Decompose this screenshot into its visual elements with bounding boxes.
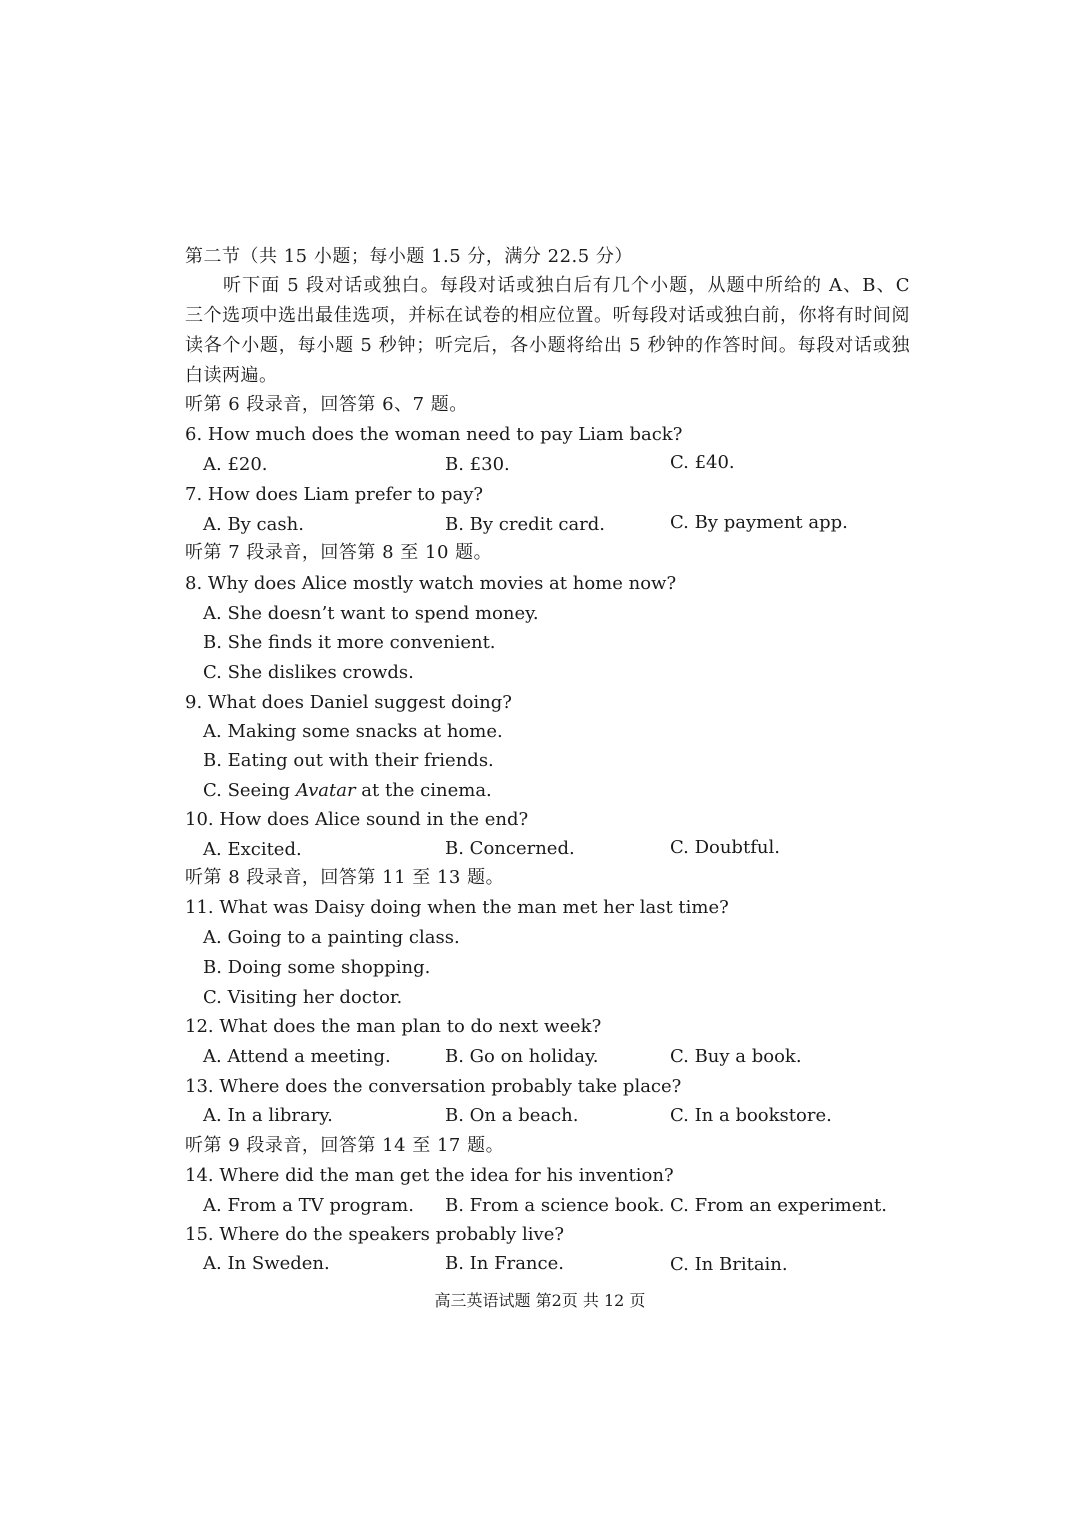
question-7-option-a: A. By cash. xyxy=(203,514,304,535)
question-9-option-c-suffix: at the cinema. xyxy=(355,780,492,801)
question-14-option-c: C. From an experiment. xyxy=(670,1195,887,1216)
question-9-option-a: A. Making some snacks at home. xyxy=(203,721,503,742)
question-15-option-c: C. In Britain. xyxy=(670,1254,788,1275)
question-15-option-b: B. In France. xyxy=(445,1253,564,1274)
question-11-stem: 11. What was Daisy doing when the man met her last time? xyxy=(185,897,729,918)
segment-6-heading: 听第 6 段录音，回答第 6、7 题。 xyxy=(185,394,468,415)
question-6-stem: 6. How much does the woman need to pay Liam back? xyxy=(185,424,683,445)
question-7-option-b: B. By credit card. xyxy=(445,514,606,535)
question-13-option-b: B. On a beach. xyxy=(445,1105,579,1126)
question-12-option-c: C. Buy a book. xyxy=(670,1046,802,1067)
section-instructions: 听下面 5 段对话或独白。每段对话或独白后有几个小题，从题中所给的 A、B、C 三个选项中选出最佳选项，并标在试卷的相应位置。听每段对话或独白前，你将有时间阅读各个小题，每小题 5 秒钟；听完后，各小题将给出 5 秒钟的作答时间。每段对话或独白读两遍。 xyxy=(185,275,910,386)
question-10-option-c: C. Doubtful. xyxy=(670,837,780,858)
question-9-option-b: B. Eating out with their friends. xyxy=(203,750,494,771)
question-12-option-a: A. Attend a meeting. xyxy=(203,1046,391,1067)
question-8-option-b: B. She finds it more convenient. xyxy=(203,632,496,653)
question-15-stem: 15. Where do the speakers probably live? xyxy=(185,1224,564,1245)
question-8-option-a: A. She doesn’t want to spend money. xyxy=(203,603,539,624)
question-13-option-a: A. In a library. xyxy=(203,1105,333,1126)
question-14-option-b: B. From a science book. xyxy=(445,1195,665,1216)
movie-title: Avatar xyxy=(295,780,356,801)
segment-8-heading: 听第 8 段录音，回答第 11 至 13 题。 xyxy=(185,867,505,888)
question-12-option-b: B. Go on holiday. xyxy=(445,1046,599,1067)
question-14-option-a: A. From a TV program. xyxy=(203,1195,414,1216)
question-6-option-b: B. £30. xyxy=(445,454,510,475)
question-9-option-c xyxy=(203,779,492,803)
question-10-option-a: A. Excited. xyxy=(203,839,302,860)
question-13-stem: 13. Where does the conversation probably take place? xyxy=(185,1076,682,1097)
segment-9-heading: 听第 9 段录音，回答第 14 至 17 题。 xyxy=(185,1135,505,1156)
question-10-option-b: B. Concerned. xyxy=(445,838,575,859)
page-footer: 高三英语试题 第2页 共 12 页 xyxy=(434,1291,646,1310)
question-6-option-c: C. £40. xyxy=(670,452,735,473)
question-9-stem: 9. What does Daniel suggest doing? xyxy=(185,692,512,713)
question-15-option-a: A. In Sweden. xyxy=(203,1253,330,1274)
section-header: 第二节（共 15 小题；每小题 1.5 分，满分 22.5 分） xyxy=(185,246,633,267)
question-11-option-c: C. Visiting her doctor. xyxy=(203,987,403,1008)
question-7-stem: 7. How does Liam prefer to pay? xyxy=(185,484,484,505)
question-8-option-c: C. She dislikes crowds. xyxy=(203,662,414,683)
question-6-option-a: A. £20. xyxy=(203,454,268,475)
segment-7-heading: 听第 7 段录音，回答第 8 至 10 题。 xyxy=(185,542,493,563)
question-9-option-c-prefix: C. Seeing xyxy=(203,780,296,801)
question-8-stem: 8. Why does Alice mostly watch movies at home now? xyxy=(185,573,677,594)
question-11-option-a: A. Going to a painting class. xyxy=(203,927,460,948)
question-12-stem: 12. What does the man plan to do next week? xyxy=(185,1016,602,1037)
question-13-option-c: C. In a bookstore. xyxy=(670,1105,832,1126)
question-7-option-c: C. By payment app. xyxy=(670,512,848,533)
question-10-stem: 10. How does Alice sound in the end? xyxy=(185,809,529,830)
question-14-stem: 14. Where did the man get the idea for his invention? xyxy=(185,1165,674,1186)
question-11-option-b: B. Doing some shopping. xyxy=(203,957,431,978)
